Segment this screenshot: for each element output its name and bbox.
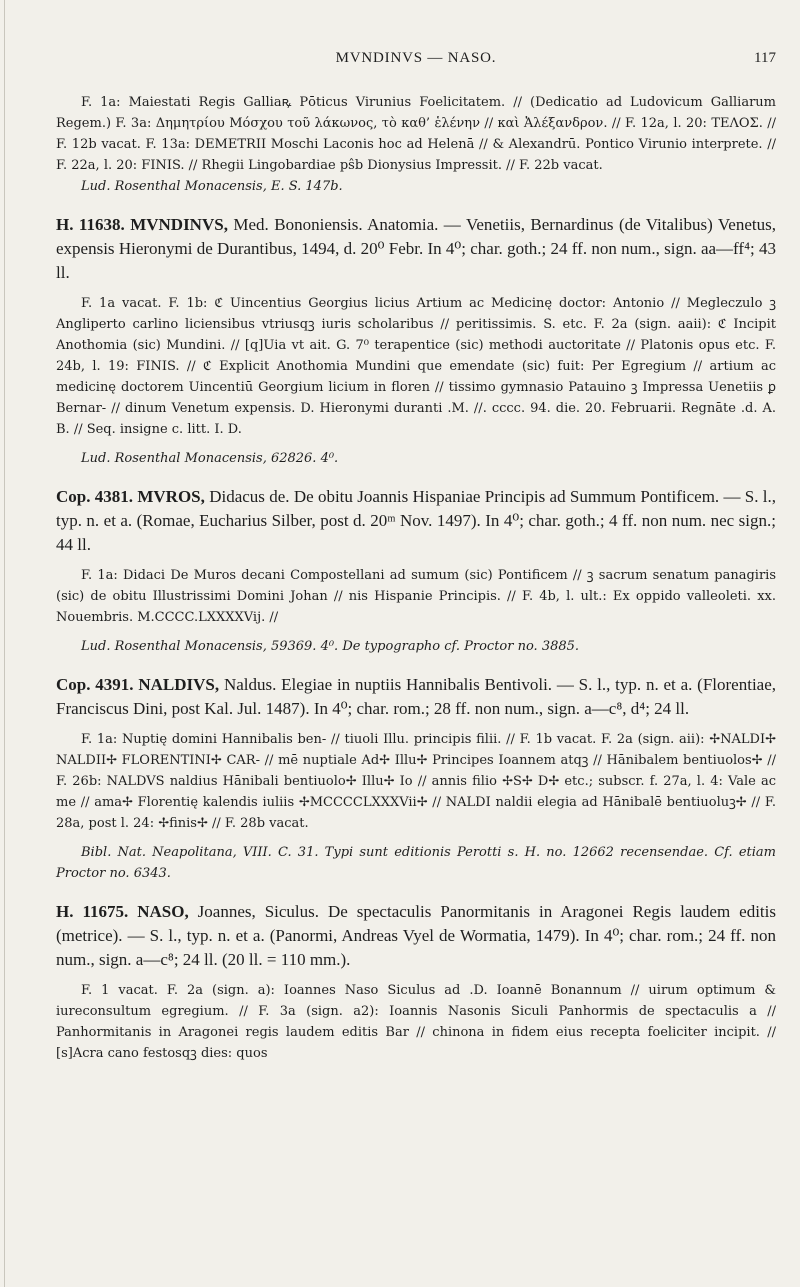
- entry-heading: [56, 485, 776, 557]
- entry-heading: [56, 213, 776, 285]
- entry-reference: Lud. Rosenthal Monacensis, 59369. 4⁰. De typographo cf. Proctor no. 3885.: [81, 639, 580, 654]
- entry-reference: Lud. Rosenthal Monacensis, 62826. 4⁰.: [81, 451, 339, 466]
- entry-h-11638: [56, 213, 776, 469]
- entry-cop-4381: [56, 485, 776, 657]
- entry-author: MVROS,: [137, 487, 205, 506]
- entry-title: Med. Bononiensis. Anatomia. — Venetiis, Bernardinus (de Vitalibus) Venetus, expensis Hieronymi de Durantibus, 1494, d. 20⁰ Febr. In 4⁰; char. goth.; 24 ff. non num., sign. aa—ff⁴; 43 ll.: [56, 215, 776, 282]
- entry-author: NALDIVS,: [138, 675, 220, 694]
- page-header: [56, 50, 776, 74]
- entry-description: F. 1a: Nuptię domini Hannibalis ben- // tiuoli Illu. principis filii. // F. 1b vacat. F. 2a (sign. aii): ✢NALDI✢ NALDII✢ FLORENTINI✢ CAR- // mē nuptiale Ad✢ Illu✢ Principes Ioannem atqꝫ // Hānibalem bentiuolos✢ // F. 26b: NALDVS naldius Hānibali bentiuolo✢ Illu✢ Io // annis filio ✢S✢ D✢ etc.; subscr. f. 27a, l. 4: Vale ac me // ama✢ Florentię kalendis iuliis ✢MCCCCLXXXVii✢ // NALDI naldii elegia ad Hānibalē bentiuoluꝫ✢ // F. 28a, post l. 24: ✢finis✢ // F. 28b vacat.: [56, 732, 776, 831]
- entry-number: Cop. 4381.: [56, 487, 134, 506]
- entry-h-11675: [56, 900, 776, 1064]
- entry-prev-tail: [56, 92, 776, 197]
- entry-description: F. 1a vacat. F. 1b: ℭ Uincentius Georgius licius Artium ac Medicinę doctor: Antonio // Megleczulo ꝫ Angliperto carlino liciensibus vtriusqꝫ iuris scholaribus // peritissimis. S. etc. F. 2a (sign. aaii): ℭ Incipit Anothomia (sic) Mundini. // [q]Uia vt ait. G. 7⁰ terapentice (sic) methodi auctoritate // Platonis opus etc. F. 24b, l. 19: FINIS. // ℭ Explicit Anothomia Mundini que emendate (sic) fuit: Per Egregium // artium ac medicinę doctorem Uincentiū Georgium licium in floren // tissimo gymnasio Patauino ꝫ Impressa Uenetiis ꝑ Bernar- // dinum Venetum expensis. D. Hieronymi duranti .M. //. cccc. 94. die. 20. Februarii. Regnāte .d. A. B. // Seq. insigne c. litt. I. D.: [56, 296, 776, 437]
- entry-author: MVNDINVS,: [130, 215, 228, 234]
- running-head: MVNDINVS — NASO.: [335, 50, 497, 66]
- entry-number: H. 11638.: [56, 215, 125, 234]
- entry-description: F. 1 vacat. F. 2a (sign. a): Ioannes Naso Siculus ad .D. Ioannē Bonannum // uirum optimum & iureconsultum egregium. // F. 3a (sign. a2): Ioannis Nasonis Siculi Panhormis de spectaculis a // Panhormitanis in Aragonei regis laudem editis Bar // chinona in fidem eius recepta foeliciter incipit. // [s]Acra cano festosqꝫ dies: quos: [56, 983, 776, 1061]
- page-number: 117: [754, 50, 776, 66]
- entry-heading: [56, 900, 776, 972]
- entry-title: Didacus de. De obitu Joannis Hispaniae Principis ad Summum Pontificem. — S. l., typ. n. et a. (Romae, Eucharius Silber, post d. 20ᵐ Nov. 1497). In 4⁰; char. goth.; 4 ff. non num. nec sign.; 44 ll.: [56, 487, 777, 554]
- entry-cop-4391: [56, 673, 776, 884]
- entry-title: Joannes, Siculus. De spectaculis Panormitanis in Aragonei Regis laudem editis (metrice). — S. l., typ. n. et a. (Panormi, Andreas Vyel de Wormatia, 1479). In 4⁰; char. rom.; 24 ff. non num., sign. a—c⁸; 24 ll. (20 ll. = 110 mm.).: [56, 902, 776, 969]
- entry-reference: Bibl. Nat. Neapolitana, VIII. C. 31. Typi sunt editionis Perotti s. H. no. 12662 recensendae. Cf. etiam Proctor no. 6343.: [56, 845, 776, 881]
- page-edge-rule: [4, 0, 5, 1287]
- entry-title: Naldus. Elegiae in nuptiis Hannibalis Bentivoli. — S. l., typ. n. et a. (Florentiae, Franciscus Dini, post Kal. Jul. 1487). In 4⁰; char. rom.; 28 ff. non num., sign. a—c⁸, d⁴; 24 ll.: [56, 675, 777, 718]
- catalog-content: [56, 92, 776, 1080]
- entry-author: NASO,: [137, 902, 189, 921]
- entry-number: Cop. 4391.: [56, 675, 134, 694]
- entry-description: F. 1a: Didaci De Muros decani Compostellani ad sumum (sic) Pontificem // ꝫ sacrum senatum panagiris (sic) de obitu Illustrissimi Domini Johan // nis Hispanie Principis. // F. 4b, l. ult.: Ex oppido valleoleti. xx. Nouembris. M.CCCC.LXXXXVij. //: [56, 568, 776, 625]
- entry-reference: Lud. Rosenthal Monacensis, E. S. 147b.: [81, 179, 343, 194]
- entry-number: H. 11675.: [56, 902, 129, 921]
- entry-heading: [56, 673, 776, 721]
- entry-description: F. 1a: Maiestati Regis Galliaꝶ Pōticus Virunius Foelicitatem. // (Dedicatio ad Ludovicum Galliarum Regem.) F. 3a: Δημητρίου Μόσχου τοῦ λάκωνος, τὸ καθ’ ἑλένην // καὶ Ἀλέξανδρον. // F. 12a, l. 20: ΤΕΛΟΣ. // F. 12b vacat. F. 13a: DEMETRII Moschi Laconis hoc ad Helenā // & Alexandrū. Pontico Virunio interprete. // F. 22a, l. 20: FINIS. // Rhegii Lingobardiae pŝb Dionysius Impressit. // F. 22b vacat.: [56, 95, 776, 173]
